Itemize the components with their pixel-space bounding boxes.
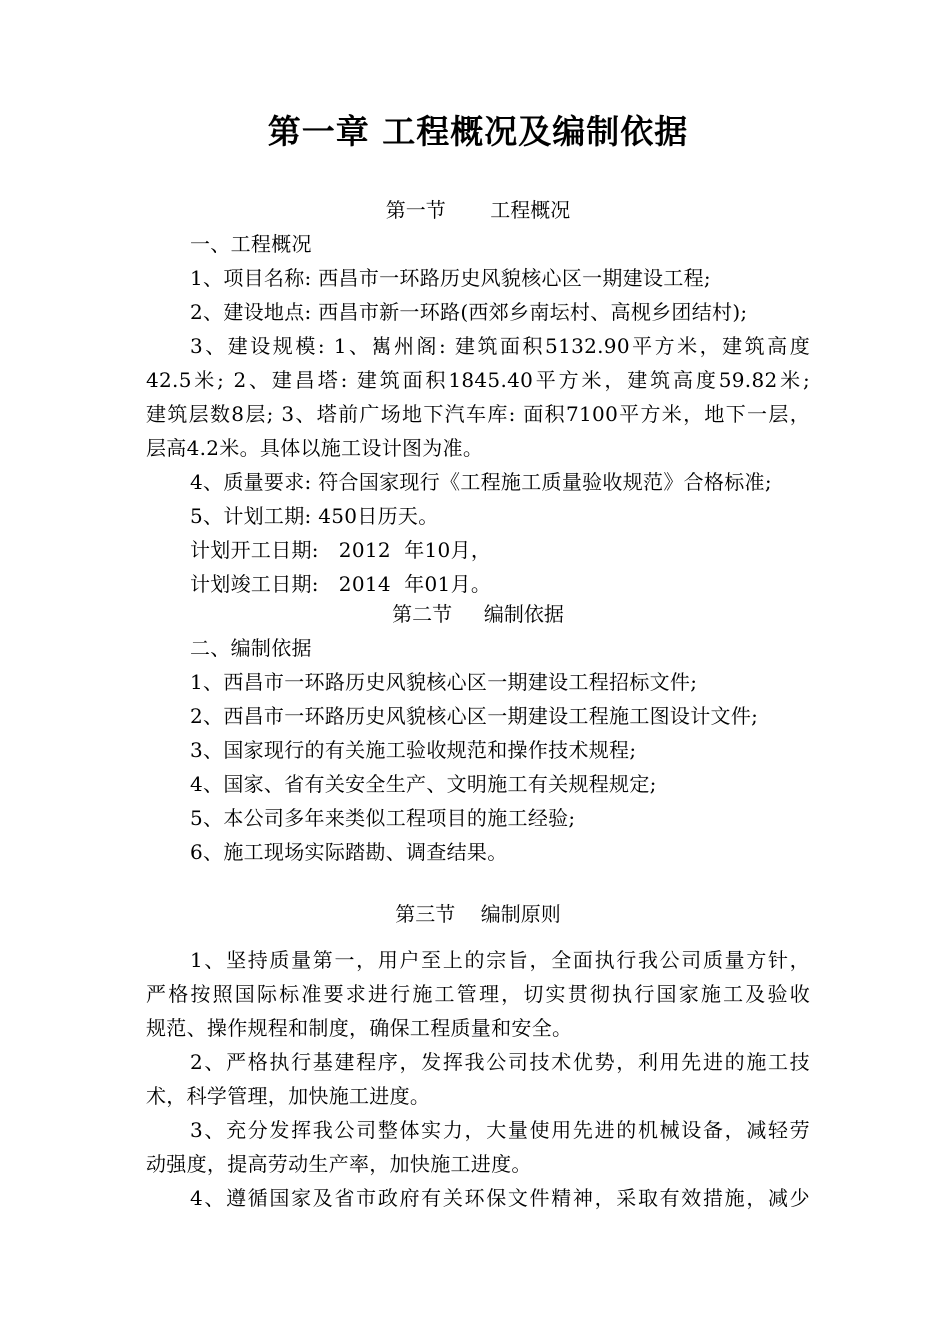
paragraph-line: 3、国家现行的有关施工验收规范和操作技术规程; — [190, 738, 637, 762]
paragraph-line: 2、西昌市一环路历史风貌核心区一期建设工程施工图设计文件; — [190, 704, 759, 728]
paragraph-line: 5、本公司多年来类似工程项目的施工经验; — [190, 806, 576, 830]
end-date-line: 计划竣工日期: 2014 年01月。 — [190, 572, 492, 596]
section-1-heading: 一、工程概况 — [190, 232, 312, 256]
paragraph-line: 1、坚持质量第一，用户至上的宗旨，全面执行我公司质量方针， — [190, 948, 810, 972]
paragraph-line: 4、遵循国家及省市政府有关环保文件精神，采取有效措施，减少 — [190, 1186, 810, 1210]
section-title-2: 第二节 编制依据 — [392, 602, 564, 626]
paragraph-line: 层高4.2米。具体以施工设计图为准。 — [146, 436, 484, 460]
paragraph-line: 2、建设地点: 西昌市新一环路(西郊乡南坛村、高枧乡团结村); — [190, 300, 748, 324]
paragraph-line: 术，科学管理，加快施工进度。 — [146, 1084, 431, 1108]
start-date-line: 计划开工日期: 2012 年10月， — [190, 538, 492, 562]
paragraph-line: 动强度，提高劳动生产率，加快施工进度。 — [146, 1152, 532, 1176]
section-2-heading: 二、编制依据 — [190, 636, 312, 660]
paragraph-line: 6、施工现场实际踏勘、调查结果。 — [190, 840, 508, 864]
section-title-1: 第一节 工程概况 — [385, 198, 571, 222]
section-title-3: 第三节 编制原则 — [395, 902, 561, 926]
paragraph-line: 规范、操作规程和制度，确保工程质量和安全。 — [146, 1016, 573, 1040]
paragraph-line: 42.5米; 2、建昌塔: 建筑面积1845.40平方米，建筑高度59.82米; — [146, 368, 810, 392]
paragraph-line: 4、质量要求: 符合国家现行《工程施工质量验收规范》合格标准; — [190, 470, 772, 494]
paragraph-line: 建筑层数8层; 3、塔前广场地下汽车库: 面积7100平方米，地下一层， — [146, 402, 810, 426]
paragraph-line: 1、西昌市一环路历史风貌核心区一期建设工程招标文件; — [190, 670, 698, 694]
paragraph-line: 3、建设规模: 1、嶲州阁: 建筑面积5132.90平方米，建筑高度 — [190, 334, 810, 358]
paragraph-line: 1、项目名称: 西昌市一环路历史风貌核心区一期建设工程; — [190, 266, 711, 290]
paragraph-line: 2、严格执行基建程序，发挥我公司技术优势，利用先进的施工技 — [190, 1050, 810, 1074]
paragraph-line: 5、计划工期: 450日历天。 — [190, 504, 439, 528]
paragraph-line: 严格按照国际标准要求进行施工管理，切实贯彻执行国家施工及验收 — [146, 982, 810, 1006]
paragraph-line: 4、国家、省有关安全生产、文明施工有关规程规定; — [190, 772, 657, 796]
chapter-title: 第一章 工程概况及编制依据 — [267, 112, 689, 151]
paragraph-line: 3、充分发挥我公司整体实力，大量使用先进的机械设备，减轻劳 — [190, 1118, 810, 1142]
